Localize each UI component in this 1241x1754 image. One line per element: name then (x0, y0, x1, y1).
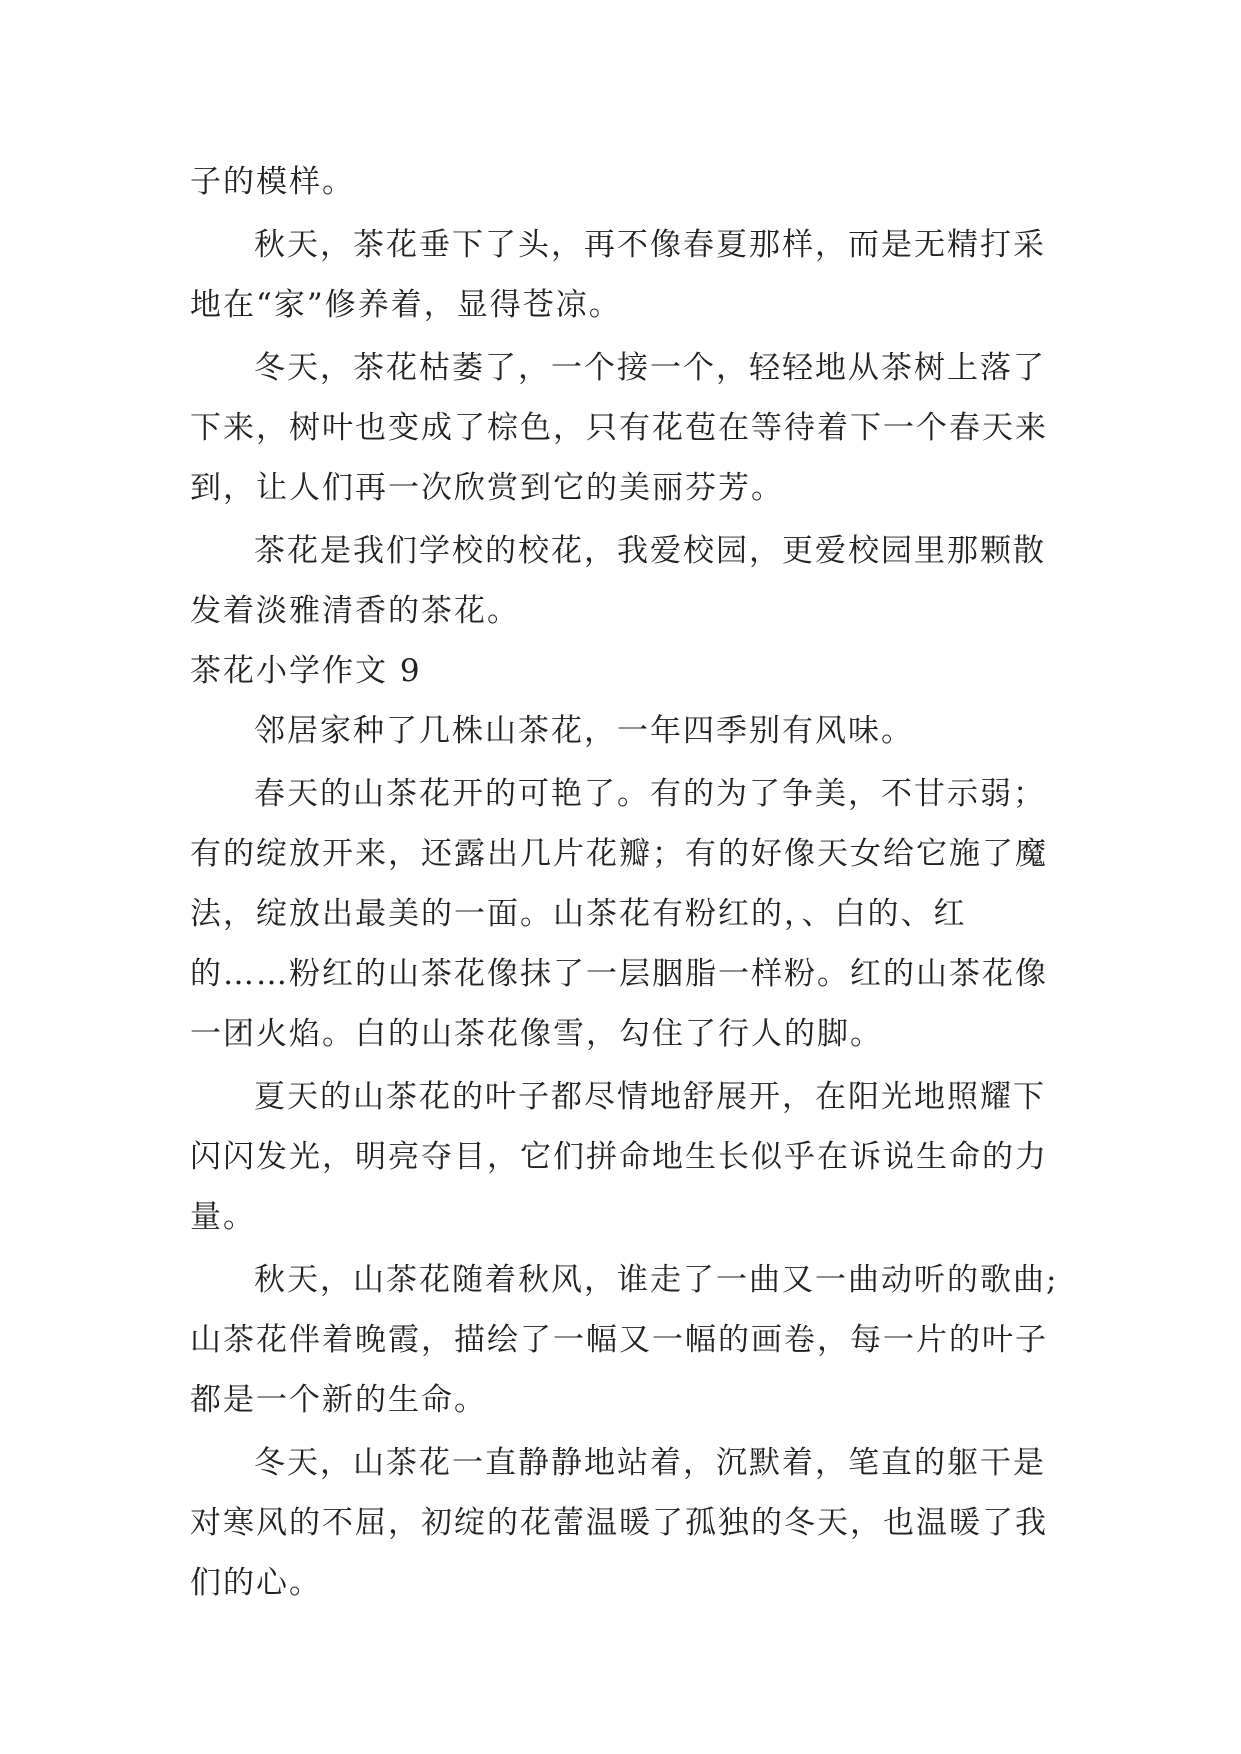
paragraph-line: 秋天，茶花垂下了头，再不像春夏那样，而是无精打采 (254, 227, 1046, 263)
paragraph-line: 对寒风的不屈，初绽的花蕾温暖了孤独的冬天，也温暖了我 (190, 1505, 1048, 1541)
paragraph-line: 秋天，山茶花随着秋风，谁走了一曲又一曲动听的歌曲; (254, 1262, 1059, 1298)
paragraph-line: 冬天，山茶花一直静静地站着，沉默着，笔直的躯干是 (254, 1445, 1046, 1481)
paragraph-line: 夏天的山茶花的叶子都尽情地舒展开，在阳光地照耀下 (254, 1079, 1046, 1115)
paragraph-line: 下来，树叶也变成了棕色，只有花苞在等待着下一个春天来 (190, 410, 1048, 446)
paragraph-line: 冬天，茶花枯萎了，一个接一个，轻轻地从茶树上落了 (254, 350, 1046, 386)
paragraph-line: 们的心。 (190, 1565, 322, 1601)
paragraph-line: 发着淡雅清香的茶花。 (190, 593, 520, 629)
paragraph-line: 山茶花伴着晚霞，描绘了一幅又一幅的画卷，每一片的叶子 (190, 1322, 1048, 1358)
paragraph-line: 到，让人们再一次欣赏到它的美丽芬芳。 (190, 470, 784, 506)
section-heading: 茶花小学作文 9 (190, 653, 422, 689)
paragraph-line: 量。 (190, 1199, 256, 1235)
paragraph-line: 子的模样。 (190, 164, 355, 200)
paragraph-line: 春天的山茶花开的可艳了。有的为了争美，不甘示弱； (254, 776, 1046, 812)
paragraph-line: 的……粉红的山茶花像抹了一层胭脂一样粉。红的山茶花像 (190, 956, 1048, 992)
paragraph-line: 邻居家种了几株山茶花，一年四季别有风味。 (254, 713, 914, 749)
paragraph-line: 都是一个新的生命。 (190, 1382, 487, 1418)
paragraph-line: 地在“家”修养着，显得苍凉。 (190, 287, 622, 323)
document-body (190, 152, 1059, 1613)
paragraph-line: 一团火焰。白的山茶花像雪，勾住了行人的脚。 (190, 1016, 883, 1052)
paragraph-line: 法，绽放出最美的一面。山茶花有粉红的，、白的、红 (190, 896, 967, 932)
paragraph-line: 茶花是我们学校的校花，我爱校园，更爱校园里那颗散 (254, 533, 1046, 569)
paragraph-line: 闪闪发光，明亮夺目，它们拼命地生长似乎在诉说生命的力 (190, 1139, 1048, 1175)
paragraph-line: 有的绽放开来，还露出几片花瓣；有的好像天女给它施了魔 (190, 836, 1048, 872)
